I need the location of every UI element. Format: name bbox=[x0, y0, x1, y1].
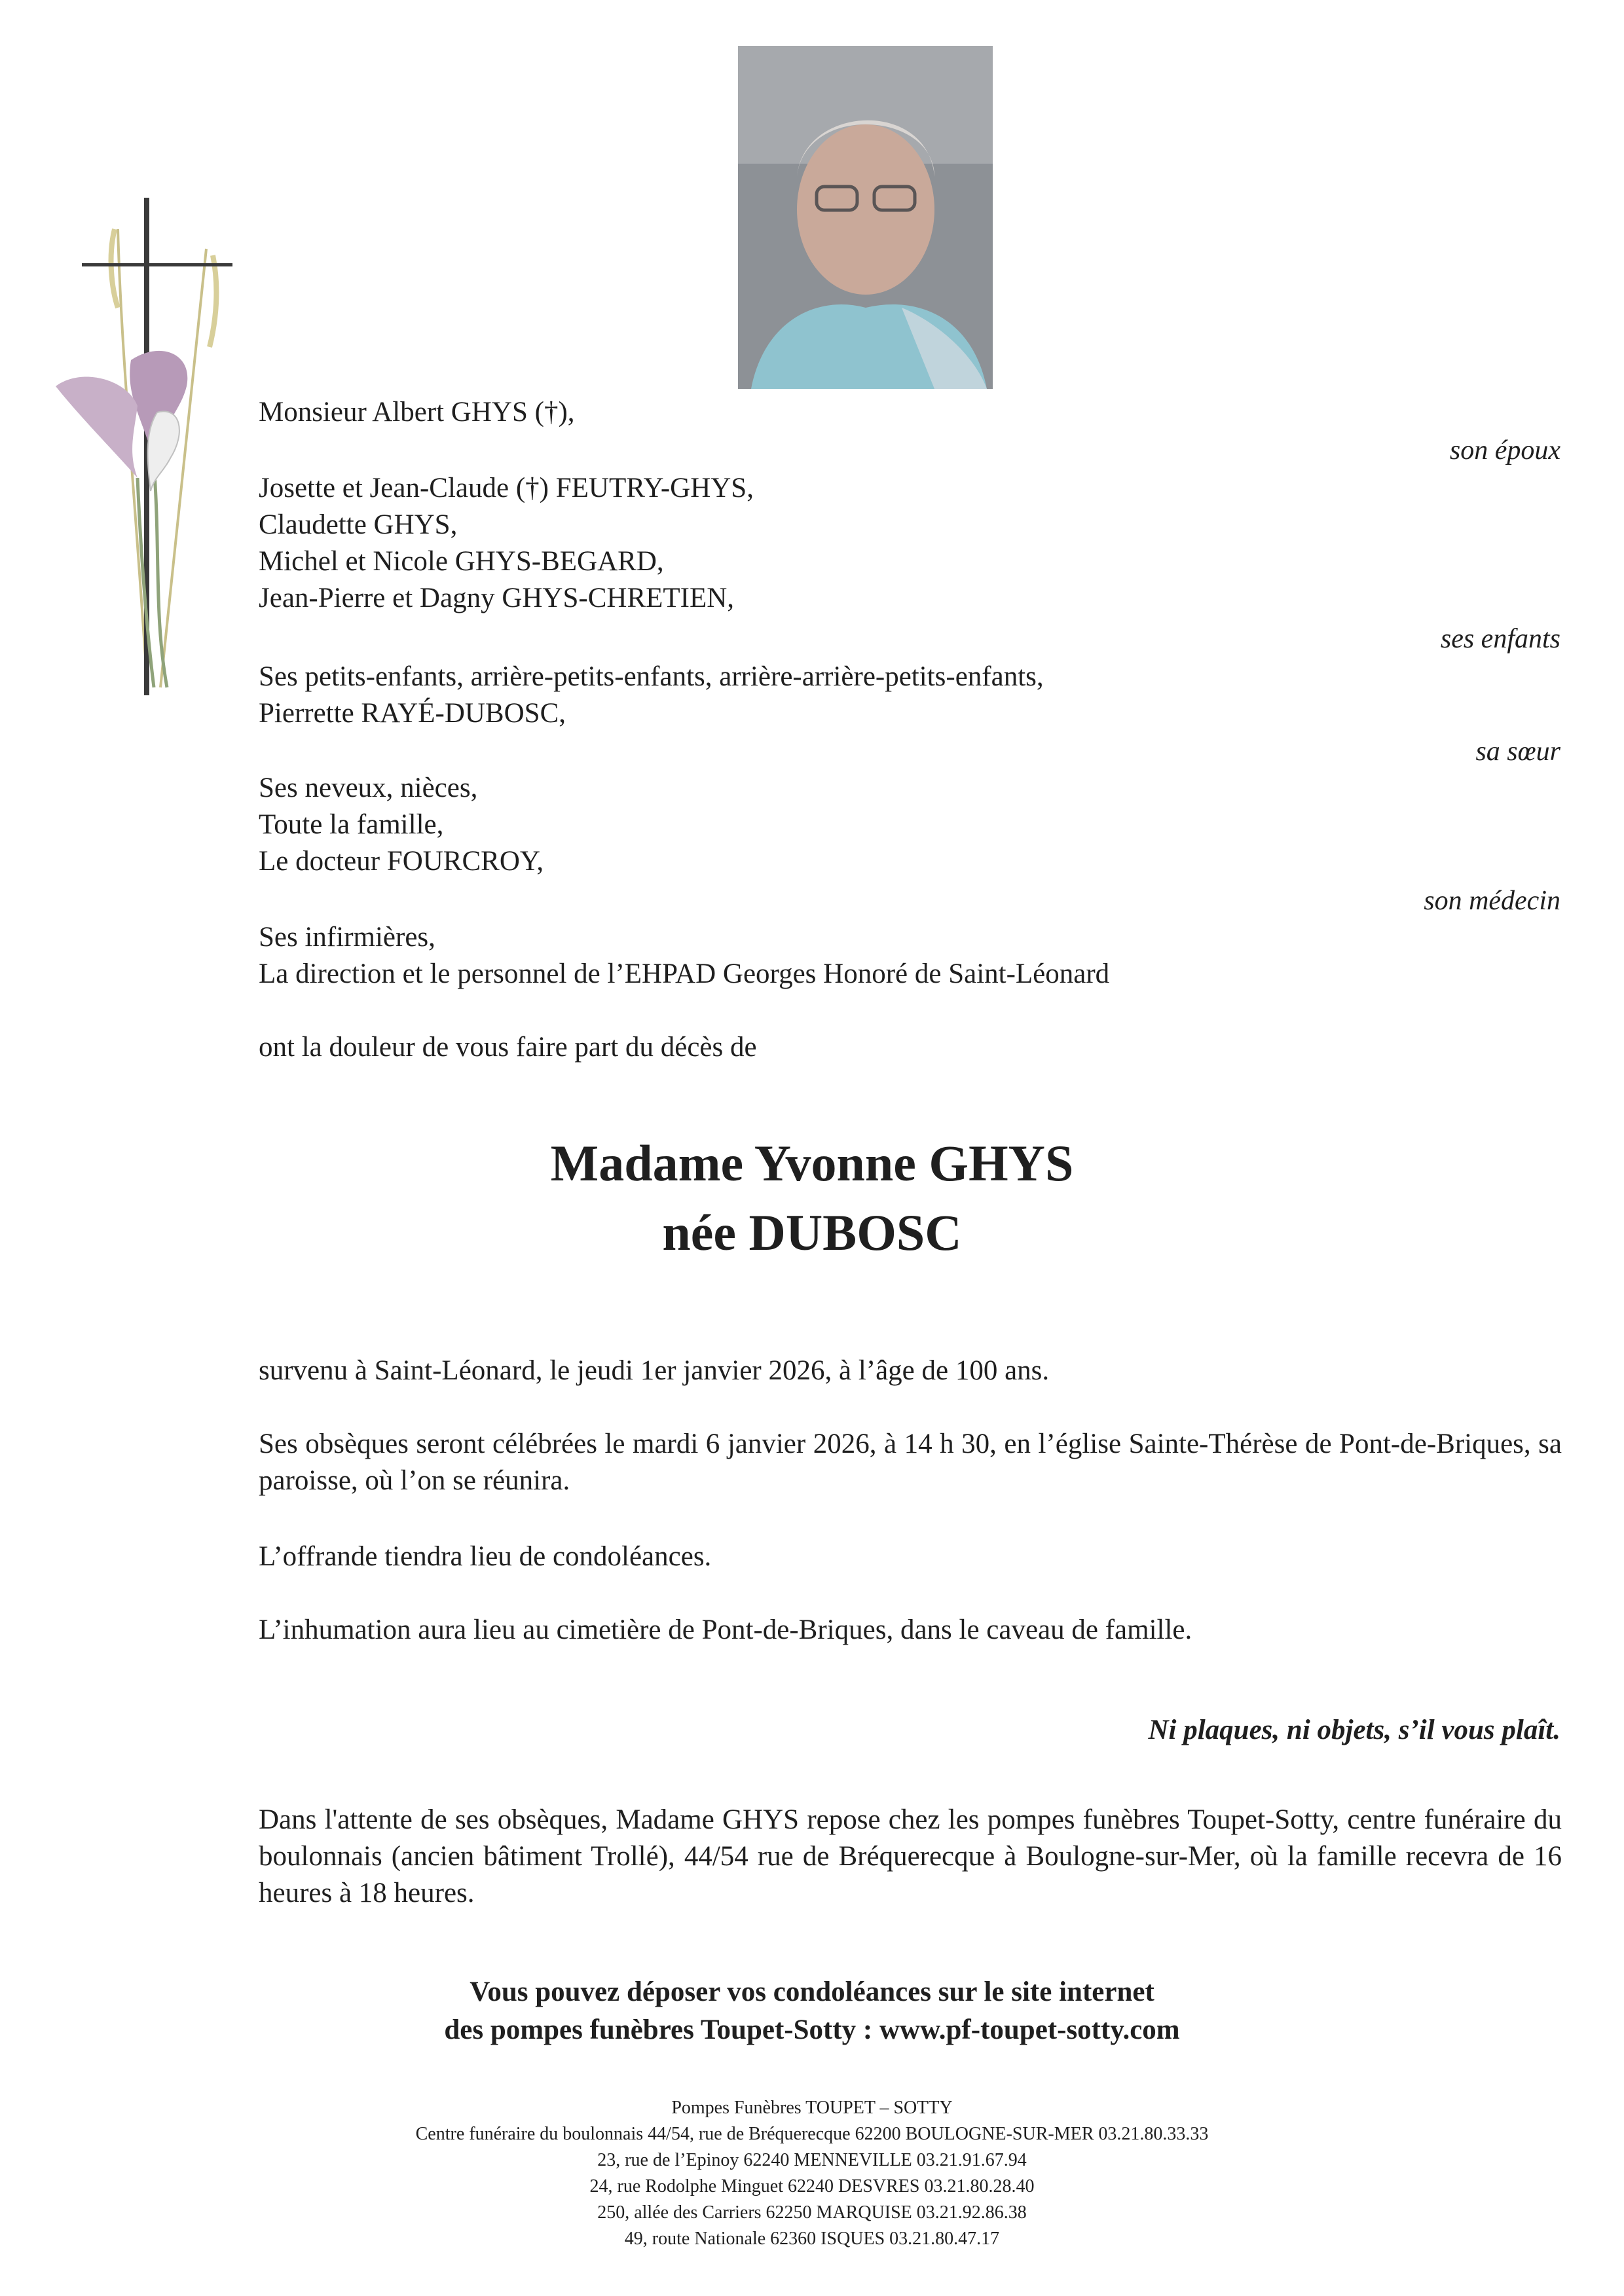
condolences-website[interactable]: des pompes funèbres Toupet-Sotty : www.pf-toupet-sotty.com bbox=[444, 2014, 1180, 2045]
funeral-details: Ses obsèques seront célébrées le mardi 6 janvier 2026, à 14 h 30, en l’église Sainte-Thérèse de Pont-de-Briques, sa paroisse, où l’on se réunira. bbox=[259, 1429, 1562, 1496]
burial-details: L’inhumation aura lieu au cimetière de Pont-de-Briques, dans le caveau de famille. bbox=[259, 1614, 1192, 1645]
footer-address-1: Centre funéraire du boulonnais 44/54, rue de Bréquerecque 62200 BOULOGNE-SUR-MER 03.21.80.33.33 bbox=[415, 2124, 1209, 2144]
family-child-3: Michel et Nicole GHYS-BEGARD, bbox=[259, 546, 664, 577]
offering-note: L’offrande tiendra lieu de condoléances. bbox=[259, 1541, 712, 1572]
cross-icon bbox=[56, 190, 239, 701]
role-doctor: son médecin bbox=[1424, 886, 1560, 916]
role-spouse: son époux bbox=[1449, 435, 1560, 465]
condolences-line-1: Vous pouvez déposer vos condoléances sur le site internet bbox=[470, 1977, 1154, 2007]
portrait-photo bbox=[738, 46, 993, 389]
footer-address-2: 23, rue de l’Epinoy 62240 MENNEVILLE 03.21.91.67.94 bbox=[597, 2150, 1027, 2170]
announce-text: ont la douleur de vous faire part du décès de bbox=[259, 1032, 757, 1063]
family-spouse: Monsieur Albert GHYS (†), bbox=[259, 397, 575, 428]
family-sister: Pierrette RAYÉ-DUBOSC, bbox=[259, 698, 566, 729]
repose-details: Dans l'attente de ses obsèques, Madame GHYS repose chez les pompes funèbres Toupet-Sotty, centre funéraire du boulonnais (ancien bâtiment Trollé), 44/54 rue de Bréquerecque à Boulogne-sur-Mer, où la famille recevra de 16 heures à 18 heures. bbox=[259, 1804, 1562, 1908]
footer-company: Pompes Funèbres TOUPET – SOTTY bbox=[671, 2098, 953, 2118]
no-flowers-notice: Ni plaques, ni objets, s’il vous plaît. bbox=[1148, 1715, 1560, 1745]
family-nurses: Ses infirmières, bbox=[259, 922, 435, 953]
family-grandchildren: Ses petits-enfants, arrière-petits-enfants, arrière-arrière-petits-enfants, bbox=[259, 661, 1044, 692]
family-child-4: Jean-Pierre et Dagny GHYS-CHRETIEN, bbox=[259, 583, 735, 613]
family-child-2: Claudette GHYS, bbox=[259, 509, 458, 540]
deceased-maiden-name: née DUBOSC bbox=[662, 1204, 962, 1261]
cross-lily-decoration bbox=[56, 190, 239, 701]
family-nephews: Ses neveux, nièces, bbox=[259, 773, 478, 803]
deceased-name: Madame Yvonne GHYS bbox=[550, 1135, 1074, 1192]
role-children: ses enfants bbox=[1440, 624, 1560, 654]
footer-address-3: 24, rue Rodolphe Minguet 62240 DESVRES 03.21.80.28.40 bbox=[589, 2176, 1035, 2196]
family-child-1: Josette et Jean-Claude (†) FEUTRY-GHYS, bbox=[259, 473, 754, 503]
family-doctor: Le docteur FOURCROY, bbox=[259, 846, 544, 877]
family-all: Toute la famille, bbox=[259, 809, 444, 840]
footer-address-4: 250, allée des Carriers 62250 MARQUISE 03.21.92.86.38 bbox=[597, 2202, 1027, 2223]
portrait-image bbox=[738, 46, 993, 389]
family-ehpad: La direction et le personnel de l’EHPAD Georges Honoré de Saint-Léonard bbox=[259, 958, 1110, 989]
death-details: survenu à Saint-Léonard, le jeudi 1er janvier 2026, à l’âge de 100 ans. bbox=[259, 1355, 1050, 1386]
role-sister: sa sœur bbox=[1475, 737, 1560, 767]
footer-address-5: 49, route Nationale 62360 ISQUES 03.21.80.47.17 bbox=[624, 2229, 1000, 2249]
